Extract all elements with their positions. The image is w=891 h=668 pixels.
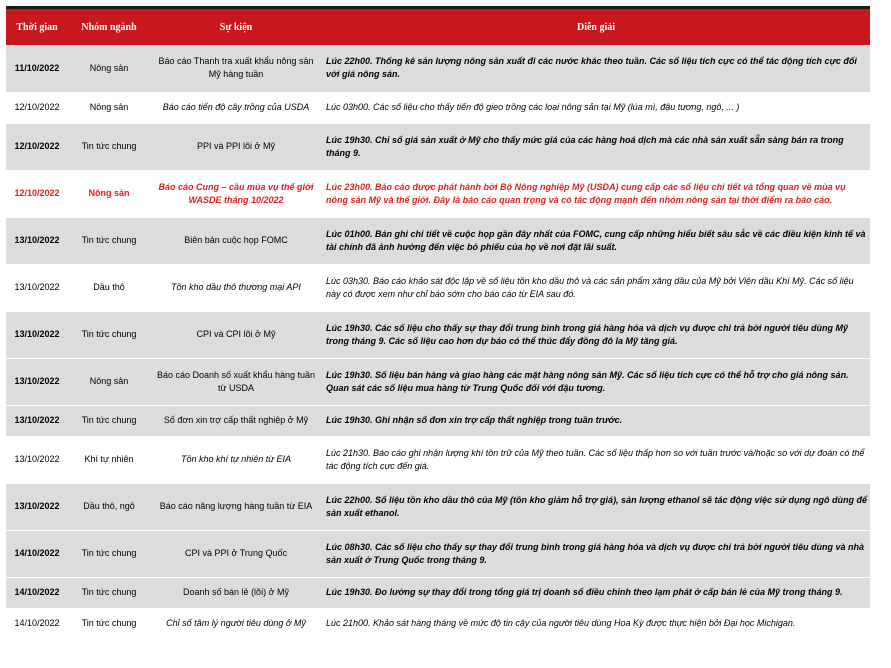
header-explain: Diễn giải (322, 8, 870, 46)
row-group: Nông sản (68, 45, 150, 92)
row-event: Báo cáo Doanh số xuất khẩu hàng tuần từ USDA (150, 358, 322, 405)
calendar-sheet (6, 6, 870, 640)
row-group: Tin tức chung (68, 123, 150, 170)
row-description: Lúc 19h30. Đo lường sự thay đổi trong tổng giá trị doanh số điều chỉnh theo lạm phát ở cấp bán lẻ của Mỹ trong tháng 9. (322, 577, 870, 608)
row-date: 13/10/2022 (6, 483, 68, 530)
row-description: Lúc 19h30. Chỉ số giá sản xuất ở Mỹ cho thấy mức giá của các hàng hoá dịch mà các nhà sản xuất sẵn sàng bán ra trong tháng 9. (322, 123, 870, 170)
row-group: Tin tức chung (68, 608, 150, 639)
row-event: Số đơn xin trợ cấp thất nghiệp ở Mỹ (150, 405, 322, 436)
table-row (6, 217, 870, 264)
row-group: Nông sản (68, 92, 150, 123)
row-event: CPI và CPI lõi ở Mỹ (150, 311, 322, 358)
row-date: 13/10/2022 (6, 311, 68, 358)
row-event: Tồn kho dầu thô thương mại API (150, 264, 322, 311)
table-row (6, 608, 870, 639)
row-description: Lúc 22h00. Thống kê sản lượng nông sản xuất đi các nước khác theo tuần. Các số liệu tích cực có thể tác động tích cực đối với giá nông sản. (322, 45, 870, 92)
row-date: 13/10/2022 (6, 405, 68, 436)
row-group: Khí tự nhiên (68, 436, 150, 483)
table-header (6, 8, 870, 46)
table-row (6, 530, 870, 577)
row-date: 12/10/2022 (6, 92, 68, 123)
event-calendar-table (6, 6, 870, 640)
row-event: Báo cáo tiến độ cây trồng của USDA (150, 92, 322, 123)
table-row (6, 264, 870, 311)
row-date: 12/10/2022 (6, 123, 68, 170)
header-group: Nhóm ngành (68, 8, 150, 46)
row-description: Lúc 21h30. Báo cáo ghi nhận lượng khí tồn trữ của Mỹ theo tuần. Các số liệu thấp hơn so với tuần trước và/hoặc so với dự đoán có thể tác động tích cực đến giá. (322, 436, 870, 483)
table-row (6, 577, 870, 608)
table-row-highlighted (6, 170, 870, 217)
row-description: Lúc 19h30. Các số liệu cho thấy sự thay đổi trung bình trong giá hàng hóa và dịch vụ được chi trả bởi người tiêu dùng Mỹ trong tháng 9. Các số liệu cao hơn dự báo có thể thúc đẩy đồng đô la Mỹ tăng giá. (322, 311, 870, 358)
table-row (6, 483, 870, 530)
row-description: Lúc 23h00. Báo cáo được phát hành bởi Bộ Nông nghiệp Mỹ (USDA) cung cấp các số liệu chi tiết và tổng quan về mùa vụ nông sản Mỹ và thế giới. Đây là báo cáo quan trọng và có tác động mạnh đến nhóm nông sản tại thời điểm ra báo cáo. (322, 170, 870, 217)
table-row (6, 311, 870, 358)
row-event: Báo cáo năng lượng hàng tuần từ EIA (150, 483, 322, 530)
row-event: Chỉ số tâm lý người tiêu dùng ở Mỹ (150, 608, 322, 639)
header-event: Sự kiện (150, 8, 322, 46)
row-description: Lúc 21h00. Khảo sát hàng tháng về mức độ tin cậy của người tiêu dùng Hoa Kỳ được thực hiện bởi Đại học Michigan. (322, 608, 870, 639)
row-date: 13/10/2022 (6, 436, 68, 483)
header-time: Thời gian (6, 8, 68, 46)
table-row (6, 405, 870, 436)
row-date: 12/10/2022 (6, 170, 68, 217)
row-event: Báo cáo Thanh tra xuất khẩu nông sản Mỹ hàng tuần (150, 45, 322, 92)
row-event: Tồn kho khí tự nhiên từ EIA (150, 436, 322, 483)
row-date: 14/10/2022 (6, 530, 68, 577)
row-group: Dầu thô, ngô (68, 483, 150, 530)
row-date: 13/10/2022 (6, 217, 68, 264)
row-event: Doanh số bán lẻ (lõi) ở Mỹ (150, 577, 322, 608)
row-description: Lúc 19h30. Số liệu bán hàng và giao hàng các mặt hàng nông sản Mỹ. Các số liệu tích cực có thể hỗ trợ cho giá nông sản. Quan sát các số liệu mua hàng từ Trung Quốc đối với đậu tương. (322, 358, 870, 405)
row-event: PPI và PPI lõi ở Mỹ (150, 123, 322, 170)
row-event: Biên bản cuộc họp FOMC (150, 217, 322, 264)
row-group: Tin tức chung (68, 405, 150, 436)
row-date: 14/10/2022 (6, 608, 68, 639)
row-event: CPI và PPI ở Trung Quốc (150, 530, 322, 577)
table-row (6, 436, 870, 483)
row-group: Nông sản (68, 358, 150, 405)
row-description: Lúc 08h30. Các số liệu cho thấy sự thay đổi trung bình trong giá hàng hóa và dịch vụ được chi trả bởi người tiêu dùng và nhà sản xuất ở Trung Quốc trong tháng 9. (322, 530, 870, 577)
row-date: 14/10/2022 (6, 577, 68, 608)
row-group: Tin tức chung (68, 217, 150, 264)
row-group: Tin tức chung (68, 311, 150, 358)
row-description: Lúc 03h00. Các số liệu cho thấy tiến độ gieo trồng các loại nông sản tại Mỹ (lúa mì, đậu tương, ngô, ... ) (322, 92, 870, 123)
row-description: Lúc 19h30. Ghi nhận số đơn xin trợ cấp thất nghiệp trong tuần trước. (322, 405, 870, 436)
row-group: Nông sản (68, 170, 150, 217)
row-description: Lúc 03h30. Báo cáo khảo sát độc lập về số liệu tồn kho dầu thô và các sản phẩm xăng dầu của Mỹ bởi Viện dầu Khí Mỹ. Các số liệu này có được xem như chỉ báo sớm cho báo cáo từ EIA sau đó. (322, 264, 870, 311)
row-description: Lúc 22h00. Số liệu tồn kho dầu thô của Mỹ (tồn kho giảm hỗ trợ giá), sản lượng ethanol sẽ tác động việc sử dụng ngô dùng để sản xuất ethanol. (322, 483, 870, 530)
row-group: Tin tức chung (68, 530, 150, 577)
table-row (6, 45, 870, 92)
row-event: Báo cáo Cung – cầu mùa vụ thế giới WASDE tháng 10/2022 (150, 170, 322, 217)
row-date: 13/10/2022 (6, 358, 68, 405)
row-date: 11/10/2022 (6, 45, 68, 92)
row-group: Tin tức chung (68, 577, 150, 608)
row-group: Dầu thô (68, 264, 150, 311)
table-row (6, 123, 870, 170)
table-row (6, 92, 870, 123)
row-description: Lúc 01h00. Bản ghi chi tiết về cuộc họp gần đây nhất của FOMC, cung cấp những hiểu biết sâu sắc về các điều kiện kinh tế và tài chính đã ảnh hưởng đến việc bỏ phiếu của họ về nơi đặt lãi suất. (322, 217, 870, 264)
table-row (6, 358, 870, 405)
row-date: 13/10/2022 (6, 264, 68, 311)
